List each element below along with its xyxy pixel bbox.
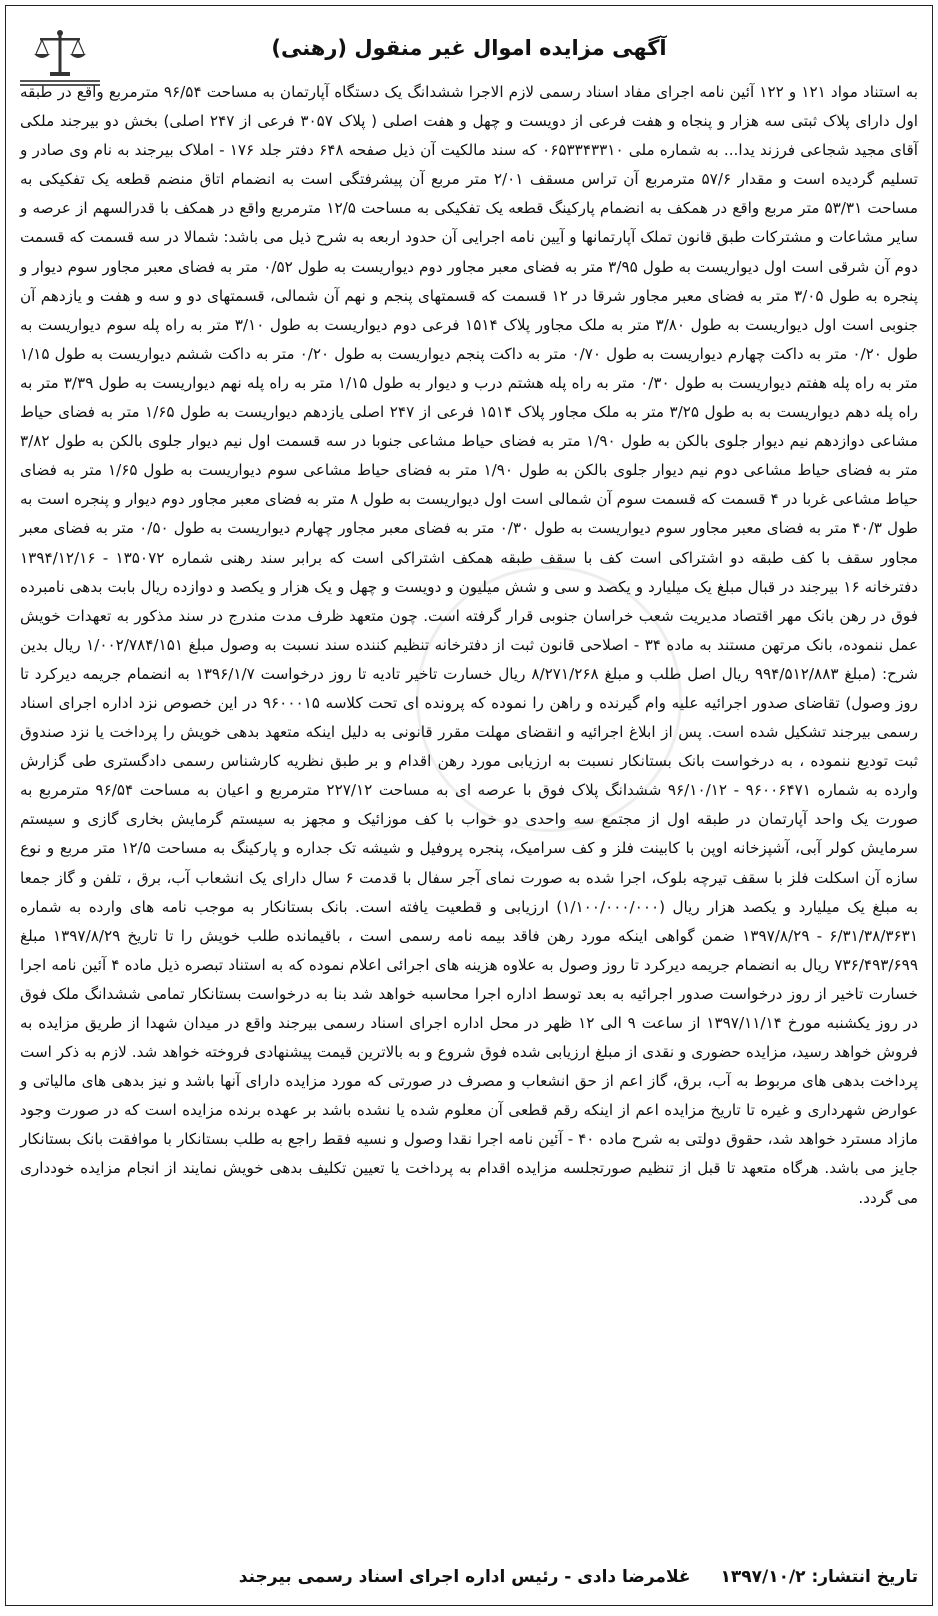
notice-body: به استناد مواد ۱۲۱ و ۱۲۲ آئین نامه اجرای مفاد اسناد رسمی لازم الاجرا ششدانگ یک دستگاه آپارتمان به مساحت ۹۶/۵۴ مترمربع واقع در طبقه اول دارای پلاک ثبتی سه هزار و پنجاه و هفت فرعی از دویست و چهل و هفت اصلی ( پلاک ۳۰۵۷ فرعی از ۲۴۷ اصلی) بخش دو بیرجند ملکی آقای مجید شجاعی فرزند یدا... به شماره ملی ۰۶۵۳۳۴۳۳۱۰ که سند مالکیت آن ذیل صفحه ۶۴۸ دفتر جلد ۱۷۶ - املاک بیرجند به نام وی صادر و تسلیم گردیده است و مقدار ۵۷/۶ مترمربع آن تراس مسقف ۲/۰۱ متر مربع آن پیشرفتگی است به انضمام اتاق منضم قطعه یک تفکیکی به مساحت ۵۳/۳۱ متر مربع واقع در همکف به انضمام پارکینگ قطعه یک تفکیکی به مساحت ۱۲/۵ مترمربع واقع در همکف با قدرالسهم از عرصه و سایر مشاعات و مشترکات طبق قانون تملک آپارتمانها و آیین نامه اجرایی آن حدود اربعه به شرح ذیل می باشد: شمالا در سه قسمت که قسمت دوم آن شرقی است اول دیواریست به طول ۳/۹۵ متر به فضای معبر مجاور دوم دیواریست به طول ۰/۵۲ متر به فضای معبر مجاور سوم دیوار و پنجره به طول ۳/۰۵ متر به فضای معبر مجاور شرقا در ۱۲ قسمت که قسمتهای پنجم و نهم آن شمالی، قسمتهای دو و سه و هفت و یازدهم آن جنوبی است اول دیواریست به طول ۳/۸۰ متر به ملک مجاور پلاک ۱۵۱۴ فرعی دوم دیواریست به طول ۳/۱۰ متر به راه پله سوم دیواریست به طول ۰/۲۰ متر به داکت چهارم دیواریست به طول ۰/۷۰ متر به داکت پنجم دیواریست به طول ۰/۲۰ متر به داکت ششم دیواریست به طول ۱/۱۵ متر به راه پله هفتم دیواریست به طول ۰/۳۰ متر به راه پله هشتم درب و دیوار به طول ۱/۱۵ متر به راه پله نهم دیواریست به طول ۳/۳۹ متر به راه پله دهم دیواریست به به طول ۳/۲۵ متر به ملک مجاور پلاک ۱۵۱۴ فرعی از ۲۴۷ اصلی یازدهم دیواریست به طول ۱/۶۵ متر به فضای حیاط مشاعی دوازدهم نیم دیوار جلوی بالکن به طول ۱/۹۰ متر به فضای حیاط مشاعی جنوبا در سه قسمت اول نیم دیوار جلوی بالکن به طول ۳/۸۲ متر به فضای حیاط مشاعی دوم نیم دیوار جلوی بالکن به طول ۱/۹۰ متر به فضای حیاط مشاعی سوم دیواریست به طول ۱/۶۵ متر به فضای حیاط مشاعی غربا در ۴ قسمت که قسمت سوم آن شمالی است اول دیواریست به طول ۸ متر به فضای معبر مجاور دوم دیوار و پنجره است به طول ۴۰/۳ متر به فضای معبر مجاور سوم دیواریست به طول ۰/۳۰ متر به فضای معبر مجاور چهارم دیواریست به طول ۰/۵۰ متر به فضای معبر مجاور سقف با کف طبقه دو اشتراکی است کف با سقف طبقه همکف اشتراکی است که برابر سند رهنی شماره ۱۳۵۰۷۲ - ۱۳۹۴/۱۲/۱۶ دفترخانه ۱۶ بیرجند در قبال مبلغ یک میلیارد و یکصد و سی و شش میلیون و دویست و چهل و یک هزار و یکصد و دوازده ریال بابت بدهی نامبرده فوق در رهن بانک مهر اقتصاد مدیریت شعب خراسان جنوبی قرار گرفته است. چون متعهد ظرف مدت مندرج در سند مذکور به تعهدات خویش عمل ننموده، بانک مرتهن مستند به ماده ۳۴ - اصلاحی قانون ثبت از دفترخانه تنظیم کننده سند نسبت به وصول مبلغ ۱/۰۰۲/۷۸۴/۱۵۱ ریال بدین شرح: (مبلغ ۹۹۴/۵۱۲/۸۸۳ ریال اصل طلب و مبلغ ۸/۲۷۱/۲۶۸ ریال خسارت تاخیر تادیه تا روز درخواست ۱۳۹۶/۱/۷ به انضمام جریمه دیرکرد تا روز وصول) تقاضای صدور اجرائیه علیه وام گیرنده و راهن را نموده که پرونده ای تحت کلاسه ۹۶۰۰۰۱۵ در این خصوص نزد اداره اجرای اسناد رسمی بیرجند تشکیل شده است. پس از ابلاغ اجرائیه و انقضای مهلت مقرر قانونی به دلیل اینکه متعهد بدهی خویش را پرداخت یا نزد صندوق ثبت تودیع ننموده ، به درخواست بانک بستانکار نسبت به ارزیابی مورد رهن اقدام و بر طبق نظریه کارشناس رسمی دادگستری طی گزارش وارده به شماره ۹۶۰۰۶۴۷۱ - ۹۶/۱۰/۱۲ ششدانگ پلاک فوق با عرصه ای به مساحت ۲۲۷/۱۲ مترمربع و اعیان به مساحت ۹۶/۵۴ مترمربع به صورت یک واحد آپارتمان در طبقه اول از مجتمع سه واحدی دو خواب با کف موزائیک و مجهز به سیستم گرمایش بخاری گازی و سیستم سرمایش کولر آبی، آشپزخانه اوپن با کابینت فلز و کف سرامیک، پنجره پروفیل و شیشه تک جداره و پارکینگ به مساحت ۱۲/۵ متر مربع و نوع سازه آن اسکلت فلز با سقف تیرچه بلوک، اجرا شده به صورت نمای آجر سفال با قدمت ۶ سال دارای یک انشعاب آب، برق ، تلفن و گاز جمعا به مبلغ یک میلیارد و یکصد هزار ریال (۱/۱۰۰/۰۰۰/۰۰۰) ارزیابی و قطعیت یافته است. بانک بستانکار به موجب نامه های وارده به شماره ۶/۳۱/۳۸/۳۶۳۱ - ۱۳۹۷/۸/۲۹ ضمن گواهی اینکه مورد رهن فاقد بیمه نامه رسمی است ، باقیمانده طلب خویش را تا تاریخ ۱۳۹۷/۸/۲۹ مبلغ ۷۳۶/۴۹۳/۶۹۹ ریال به انضمام جریمه دیرکرد تا روز وصول به علاوه هزینه های اجرائی اعلام نموده که به استناد تبصره ذیل ماده ۴ آئین نامه اجرا خسارت تاخیر از روز درخواست صدور اجرائیه به بعد توسط اداره اجرا محاسبه خواهد شد بنا به درخواست بستانکار تمامی ششدانگ ملک فوق در روز یکشنبه مورخ ۱۳۹۷/۱۱/۱۴ از ساعت ۹ الی ۱۲ ظهر در محل اداره اجرای اسناد رسمی بیرجند واقع در میدان شهدا از طریق مزایده به فروش خواهد رسید، مزایده حضوری و نقدی از مبلغ ارزیابی شده فوق شروع و به بالاترین قیمت پیشنهادی فروخته خواهد شد. لازم به ذکر است پرداخت بدهی های مربوط به آب، برق، گاز اعم از حق انشعاب و مصرف در صورتی که مورد مزایده دارای آنها باشد و نیز بدهی های مالیاتی و عوارض شهرداری و غیره تا تاریخ مزایده اعم از اینکه رقم قطعی آن معلوم شده یا نشده باشد بر عهده برنده مزایده است که در صورت وجود مازاد مسترد خواهد شد، حقوق دولتی به شرح ماده ۴۰ - آئین نامه اجرا نقدا وصول و نسیه فقط راجع به طلب بستانکار با موافقت بانک بستانکار جایز می باشد. هرگاه متعهد تا قبل از تنظیم صورتجلسه مزایده اقدام به پرداخت یا تعیین تکلیف بدهی خویش نمایند از انجام مزایده خودداری می گردد. (20, 83, 919, 1207)
auction-notice (5, 5, 933, 1606)
notice-footer (20, 1567, 918, 1587)
issuer-signature: غلامرضا دادی - رئیس اداره اجرای اسناد رسمی بیرجند (238, 1567, 691, 1587)
notice-title: آگهی مزایده اموال غیر منقول (رهنی) (271, 36, 667, 60)
publication-date: تاریخ انتشار: ۱۳۹۷/۱۰/۲ (720, 1567, 918, 1587)
